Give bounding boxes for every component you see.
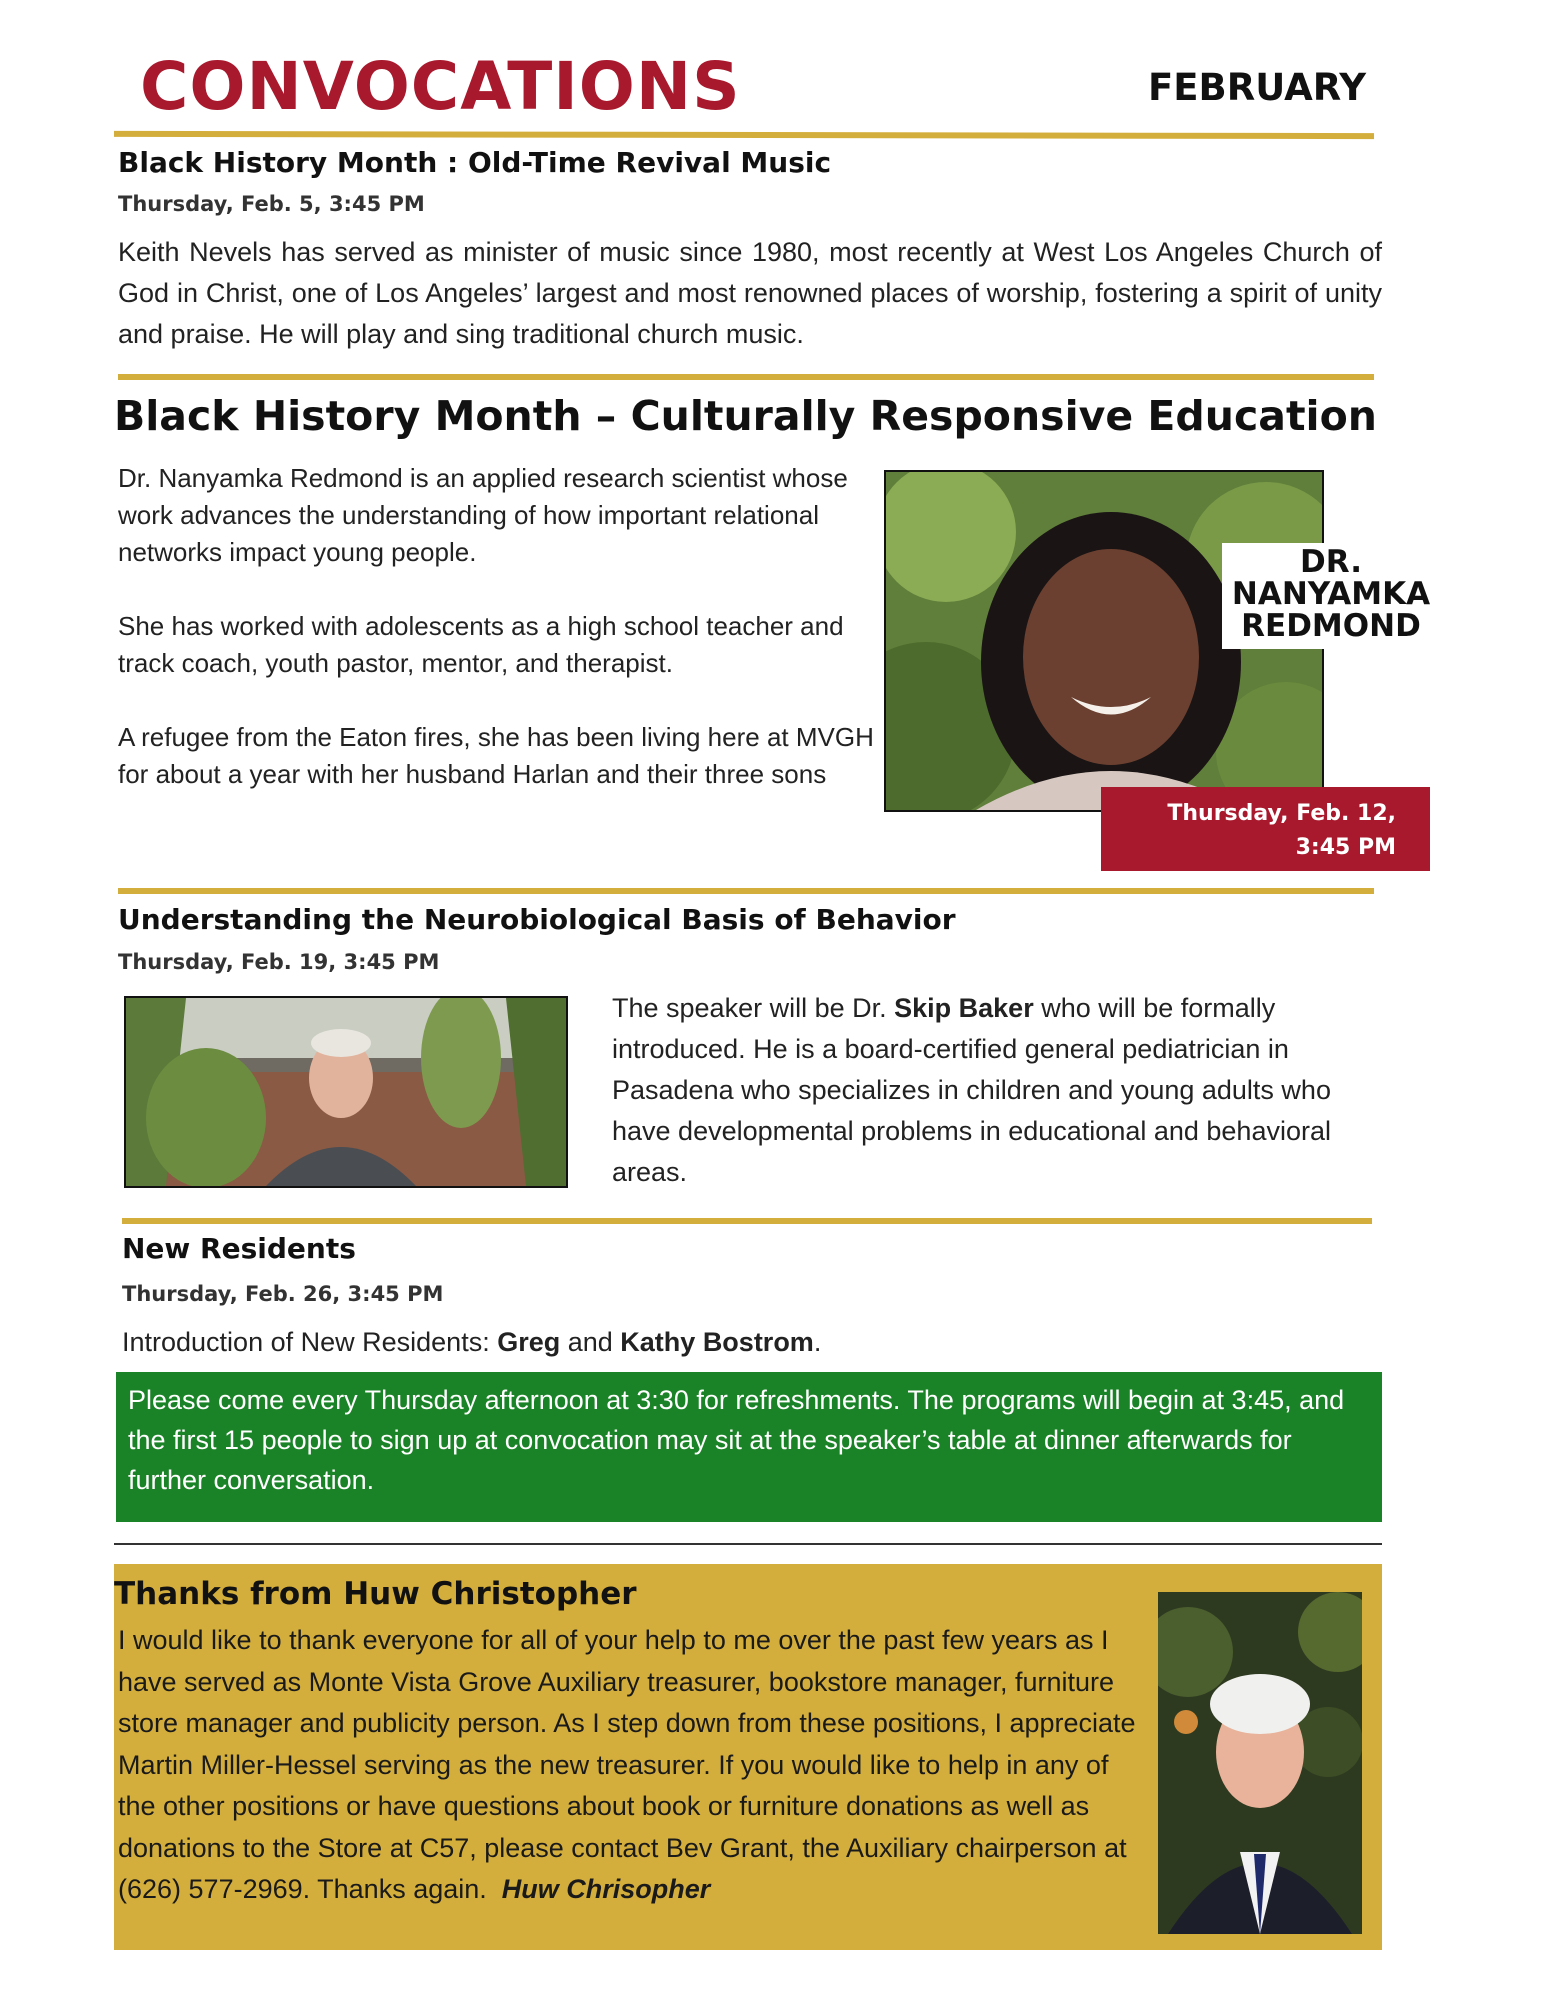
event-time: Thursday, Feb. 19, 3:45 PM [118, 950, 440, 974]
date-line: Thursday, Feb. 12, [1167, 801, 1396, 826]
description-text: The speaker will be Dr. [612, 993, 895, 1023]
header-divider [114, 131, 1374, 139]
section-divider [118, 374, 1374, 380]
event-time: Thursday, Feb. 5, 3:45 PM [118, 192, 425, 216]
section-divider [122, 1218, 1372, 1224]
bio-paragraph: She has worked with adolescents as a high school teacher and track coach, youth pastor, mentor, and therapist. [118, 611, 844, 678]
thanks-title: Thanks from Huw Christopher [114, 1576, 637, 1612]
refreshments-notice: Please come every Thursday afternoon at 3:30 for refreshments. The programs will begin at 3:45, and the first 15 people to sign up at convocation may sit at the speaker’s table at dinner afterwards for further conversation. [116, 1372, 1382, 1522]
bio-paragraph: Dr. Nanyamka Redmond is an applied research scientist whose work advances the understanding of how important relational networks impact young people. [118, 463, 848, 567]
portrait-image [1158, 1592, 1362, 1934]
thanks-phone: (626) 577-2969. Thanks again. [118, 1874, 487, 1904]
name-line: NANYAMKA [1231, 576, 1431, 612]
section-divider [118, 888, 1374, 894]
author-photo [1158, 1592, 1362, 1934]
speaker-bio [118, 460, 878, 793]
bio-paragraph: A refugee from the Eaton fires, she has been living here at MVGH for about a year with her husband Harlan and their three sons [118, 722, 874, 789]
thanks-message [118, 1620, 1146, 1911]
resident-name: Kathy Bostrom [620, 1327, 814, 1357]
month-label: FEBRUARY [1148, 66, 1367, 109]
event-title: New Residents [122, 1232, 356, 1265]
time-line: 3:45 PM [1295, 835, 1396, 860]
event-title: Black History Month : Old-Time Revival Music [118, 146, 832, 179]
speaker-name-card [1222, 543, 1440, 649]
event-title: Understanding the Neurobiological Basis of Behavior [118, 903, 956, 936]
page-title: CONVOCATIONS [140, 48, 741, 125]
conjunction: and [560, 1327, 621, 1357]
name-line: DR. [1300, 544, 1362, 580]
event-description: Keith Nevels has served as minister of music since 1980, most recently at West Los Angeles Church of God in Christ, one of Los Angeles’ largest and most renowned places of worship, fostering a spirit of unity and praise. He will play and sing traditional church music. [118, 237, 1382, 349]
event-date-badge [1101, 787, 1430, 871]
punctuation: . [813, 1327, 822, 1357]
speaker-name: Skip Baker [894, 993, 1034, 1023]
event-description [612, 988, 1382, 1193]
portrait-image [126, 998, 566, 1186]
event-title: Black History Month – Culturally Responsive Education [114, 392, 1377, 440]
speaker-photo [124, 996, 568, 1188]
event-description [122, 1322, 821, 1363]
description-text: who will be formally introduced. He is a board-certified general pediatrician in Pasadena who specializes in children and young adults who have developmental problems in educational and behavioral areas. [612, 993, 1331, 1187]
description-text: Introduction of New Residents: [122, 1327, 498, 1357]
signature: Huw Chrisopher [501, 1874, 711, 1904]
thanks-body: I would like to thank everyone for all of your help to me over the past few years as I have served as Monte Vista Grove Auxiliary treasurer, bookstore manager, furniture store manager and publicity person. As I step down from these positions, I appreciate Martin Miller-Hessel serving as the new treasurer. If you would like to help in any of the other positions or have questions about book or furniture donations as well as donations to the Store at C57, please contact Bev Grant, the Auxiliary chairperson at [118, 1625, 1136, 1863]
section-divider [114, 1543, 1382, 1545]
resident-name: Greg [497, 1327, 561, 1357]
event-time: Thursday, Feb. 26, 3:45 PM [122, 1282, 444, 1306]
name-line: REDMOND [1241, 608, 1421, 644]
